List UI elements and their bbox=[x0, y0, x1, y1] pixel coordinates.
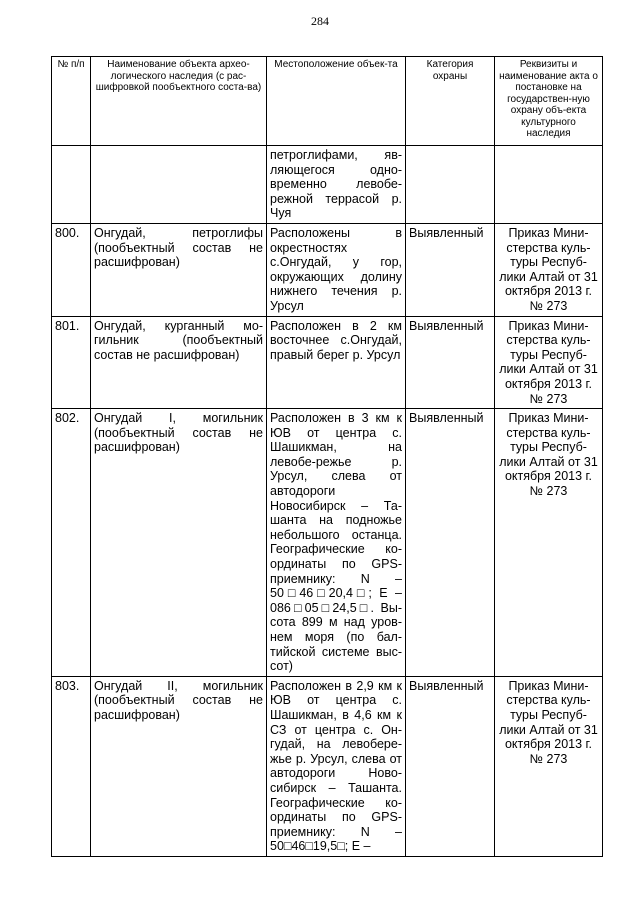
header-name: Наименование объекта архео-логического наследия (с рас-шифровкой пообъектного соста-ва) bbox=[91, 57, 267, 146]
table-row bbox=[52, 316, 603, 409]
table-row bbox=[52, 223, 603, 316]
cell-num bbox=[52, 146, 91, 224]
table-row-continuation bbox=[52, 146, 603, 224]
cell-category bbox=[406, 146, 495, 224]
cell-requisites: Приказ Мини-стерства куль-туры Респуб-лики Алтай от 31 октября 2013 г. № 273 bbox=[495, 316, 603, 409]
cell-location: Расположен в 2,9 км к ЮВ от центра с. Шашикман, в 4,6 км к СЗ от центра с. Он-гудай, на левобере-жье р. Урсул, слева от автодороги Ново-сибирск – Ташанта. Географические ко-ординаты по GPS-приемнику: N – 50□46□19,5□; E – bbox=[267, 676, 406, 856]
cell-category: Выявленный bbox=[406, 676, 495, 856]
cell-requisites: Приказ Мини-стерства куль-туры Респуб-лики Алтай от 31 октября 2013 г. № 273 bbox=[495, 223, 603, 316]
table-row bbox=[52, 676, 603, 856]
table-header-row bbox=[52, 57, 603, 146]
heritage-registry-table bbox=[51, 56, 603, 857]
cell-location: Расположены в окрестностях с.Онгудай, у гор, окружающих долину нижнего течения р. Урсул bbox=[267, 223, 406, 316]
header-category: Категория охраны bbox=[406, 57, 495, 146]
cell-name: Онгудай I, могильник (пообъектный состав не расшифрован) bbox=[91, 409, 267, 677]
cell-requisites bbox=[495, 146, 603, 224]
cell-location: Расположен в 2 км восточнее с.Онгудай, правый берег р. Урсул bbox=[267, 316, 406, 409]
cell-name: Онгудай II, могильник (пообъектный состав не расшифрован) bbox=[91, 676, 267, 856]
cell-location: петроглифами, яв-ляющегося одно-временно левобе-режной террасой р. Чуя bbox=[267, 146, 406, 224]
cell-num: 802. bbox=[52, 409, 91, 677]
cell-name: Онгудай, курганный мо-гильник (пообъектный состав не расшифрован) bbox=[91, 316, 267, 409]
cell-category: Выявленный bbox=[406, 316, 495, 409]
cell-category: Выявленный bbox=[406, 223, 495, 316]
table-row bbox=[52, 409, 603, 677]
cell-requisites: Приказ Мини-стерства куль-туры Респуб-лики Алтай от 31 октября 2013 г. № 273 bbox=[495, 409, 603, 677]
cell-num: 800. bbox=[52, 223, 91, 316]
page-number: 284 bbox=[311, 14, 329, 28]
cell-category: Выявленный bbox=[406, 409, 495, 677]
cell-requisites: Приказ Мини-стерства куль-туры Респуб-лики Алтай от 31 октября 2013 г. № 273 bbox=[495, 676, 603, 856]
cell-num: 801. bbox=[52, 316, 91, 409]
header-location: Местоположение объек-та bbox=[267, 57, 406, 146]
cell-num: 803. bbox=[52, 676, 91, 856]
cell-location: Расположен в 3 км к ЮВ от центра с. Шашикман, на левобе-режье р. Урсул, слева от автодороги Новосибирск – Та-шанта на подножье небольшого останца. Географические ко-ординаты по GPS-приемнику: N – 50□46□20,4□; E – 086□05□24,5□. Вы-сота 899 м над уров-нем моря (по бал-тийской системе выс-сот) bbox=[267, 409, 406, 677]
header-num: № п/п bbox=[52, 57, 91, 146]
header-requisites: Реквизиты и наименование акта о постановке на государствен-ную охрану объ-екта культурного наследия bbox=[495, 57, 603, 146]
cell-name bbox=[91, 146, 267, 224]
cell-name: Онгудай, петроглифы (пообъектный состав не расшифрован) bbox=[91, 223, 267, 316]
